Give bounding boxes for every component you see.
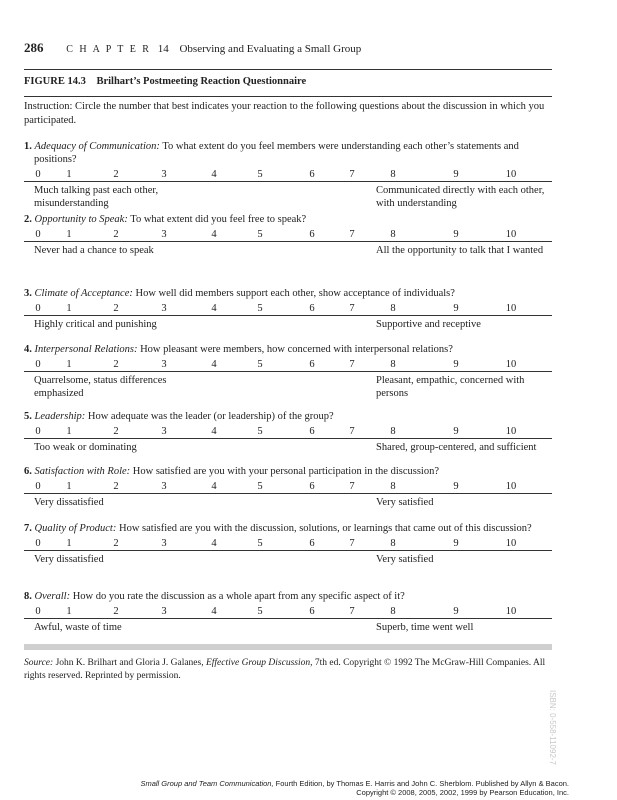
isbn-watermark: ISBN: 0-558-11092-7 xyxy=(548,690,557,766)
high-anchor-label: Communicated directly with each other, with understanding xyxy=(376,185,545,209)
question-text xyxy=(24,410,552,423)
question-number: 3. xyxy=(24,288,32,299)
low-anchor-label: Highly critical and punishing xyxy=(34,319,157,330)
scale-value[interactable]: 10 xyxy=(505,359,517,370)
question-title: Climate of Acceptance: xyxy=(34,288,133,299)
figure-caption xyxy=(24,76,306,87)
high-anchor-label: Pleasant, empathic, concerned with persons xyxy=(376,375,525,399)
question-prompt: How pleasant were members, how concerned with interpersonal relations? xyxy=(140,344,453,355)
scale-value[interactable]: 5 xyxy=(257,606,263,617)
scale-value[interactable]: 1 xyxy=(66,481,72,492)
question-item xyxy=(24,590,552,651)
question-item xyxy=(24,522,552,583)
question-number: 5. xyxy=(24,411,32,422)
scale-value[interactable]: 0 xyxy=(35,359,41,370)
scale-value[interactable]: 7 xyxy=(349,303,355,314)
scale-value[interactable]: 5 xyxy=(257,538,263,549)
scale-value[interactable]: 4 xyxy=(211,426,217,437)
scale-anchors xyxy=(24,184,552,214)
source-authors: John K. Brilhart and Gloria J. Galanes, xyxy=(55,658,204,668)
scale-value[interactable]: 10 xyxy=(505,538,517,549)
question-prompt: How well did members support each other, show acceptance of individuals? xyxy=(135,288,455,299)
scale-value[interactable]: 10 xyxy=(505,481,517,492)
scale-value[interactable]: 0 xyxy=(35,169,41,180)
scale-value[interactable]: 9 xyxy=(453,359,459,370)
scale-value[interactable]: 8 xyxy=(390,481,396,492)
scale-value[interactable]: 4 xyxy=(211,481,217,492)
scale-value[interactable]: 10 xyxy=(505,169,517,180)
question-title: Overall: xyxy=(34,591,71,602)
scale-value[interactable]: 6 xyxy=(309,481,315,492)
scale-value[interactable]: 8 xyxy=(390,538,396,549)
source-note xyxy=(24,657,552,683)
scale-value[interactable]: 1 xyxy=(66,606,72,617)
question-number: 1. xyxy=(24,141,32,152)
high-anchor-label: Supportive and receptive xyxy=(376,319,481,330)
high-anchor-label: Very satisfied xyxy=(376,497,434,508)
rating-scale xyxy=(24,228,552,242)
scale-value[interactable]: 2 xyxy=(113,169,119,180)
question-number: 2. xyxy=(24,214,32,225)
low-anchor-label: Very dissatisfied xyxy=(34,497,104,508)
source-label: Source: xyxy=(24,658,54,668)
scale-value[interactable]: 6 xyxy=(309,538,315,549)
scale-value[interactable]: 0 xyxy=(35,538,41,549)
rating-scale xyxy=(24,168,552,182)
scale-value[interactable]: 4 xyxy=(211,606,217,617)
rating-scale xyxy=(24,358,552,372)
question-text xyxy=(24,343,552,356)
scale-value[interactable]: 9 xyxy=(453,169,459,180)
scale-value[interactable]: 6 xyxy=(309,359,315,370)
high-anchor-label: Superb, time went well xyxy=(376,622,474,633)
scale-value[interactable]: 2 xyxy=(113,606,119,617)
question-number: 7. xyxy=(24,523,32,534)
scale-value[interactable]: 5 xyxy=(257,426,263,437)
question-title: Leadership: xyxy=(34,411,86,422)
scale-value[interactable]: 5 xyxy=(257,359,263,370)
rating-scale xyxy=(24,605,552,619)
scale-value[interactable]: 3 xyxy=(161,606,167,617)
figure-rule xyxy=(24,96,552,97)
scale-value[interactable]: 3 xyxy=(161,303,167,314)
scale-value[interactable]: 7 xyxy=(349,426,355,437)
source-book-title: Effective Group Discussion, xyxy=(205,658,313,668)
scale-value[interactable]: 1 xyxy=(66,426,72,437)
scale-value[interactable]: 6 xyxy=(309,169,315,180)
scale-value[interactable]: 2 xyxy=(113,538,119,549)
question-title: Interpersonal Relations: xyxy=(34,344,138,355)
scale-value[interactable]: 1 xyxy=(66,359,72,370)
scale-value[interactable]: 6 xyxy=(309,303,315,314)
low-anchor-label: Awful, waste of time xyxy=(34,622,122,633)
scale-value[interactable]: 4 xyxy=(211,169,217,180)
running-header xyxy=(24,40,361,56)
scale-value[interactable]: 3 xyxy=(161,538,167,549)
scale-value[interactable]: 3 xyxy=(161,169,167,180)
question-text xyxy=(24,590,552,603)
scale-value[interactable]: 9 xyxy=(453,426,459,437)
question-text xyxy=(24,213,552,226)
scale-value[interactable]: 5 xyxy=(257,481,263,492)
scale-value[interactable]: 2 xyxy=(113,359,119,370)
low-anchor-label: Quarrelsome, status differences emphasized xyxy=(34,375,167,399)
scale-value[interactable]: 10 xyxy=(505,229,517,240)
scale-value[interactable]: 4 xyxy=(211,303,217,314)
question-prompt: To what extent do you feel members were understanding each other’s statements and positions? xyxy=(34,141,519,165)
scale-value[interactable]: 4 xyxy=(211,229,217,240)
figure-bottom-band xyxy=(24,644,552,650)
scale-value[interactable]: 4 xyxy=(211,359,217,370)
scale-value[interactable]: 2 xyxy=(113,426,119,437)
footer-publisher: Fourth Edition, by Thomas E. Harris and John C. Sherblom. Published by Allyn & Bacon. xyxy=(275,779,569,788)
scale-value[interactable]: 5 xyxy=(257,229,263,240)
footer-copyright: Copyright © 2008, 2005, 2002, 1999 by Pearson Education, Inc. xyxy=(356,788,569,797)
scale-value[interactable]: 1 xyxy=(66,229,72,240)
low-anchor-label: Never had a chance to speak xyxy=(34,245,154,256)
scale-value[interactable]: 10 xyxy=(505,606,517,617)
question-prompt: How satisfied are you with the discussion, solutions, or learnings that came out of this discussion? xyxy=(118,523,532,534)
question-item xyxy=(24,465,552,526)
scale-value[interactable]: 0 xyxy=(35,426,41,437)
high-anchor-label: Very satisfied xyxy=(376,554,434,565)
question-prompt: To what extent did you feel free to speak? xyxy=(130,214,307,225)
question-text xyxy=(24,465,552,478)
low-anchor-label: Much talking past each other, misunderstanding xyxy=(34,185,159,209)
figure-title: Brilhart’s Postmeeting Reaction Questionnaire xyxy=(96,76,307,87)
question-item xyxy=(24,287,552,348)
instruction-text: Instruction: Circle the number that best indicates your reaction to the following questions about the discussion in which you participated. xyxy=(24,101,545,126)
scale-value[interactable]: 3 xyxy=(161,229,167,240)
source-copyright: 7th ed. Copyright © 1992 The McGraw-Hill Companies. All rights reserved. Reprinted by permission. xyxy=(24,658,546,681)
low-anchor-label: Too weak or dominating xyxy=(34,442,137,453)
question-title: Quality of Product: xyxy=(34,523,117,534)
high-anchor-label: All the opportunity to talk that I wanted xyxy=(376,245,544,256)
scale-value[interactable]: 7 xyxy=(349,538,355,549)
scale-value[interactable]: 8 xyxy=(390,359,396,370)
rating-scale xyxy=(24,425,552,439)
chapter-label: C H A P T E R xyxy=(66,44,151,55)
scale-value[interactable]: 0 xyxy=(35,481,41,492)
scale-anchors xyxy=(24,374,552,404)
footer-line-1 xyxy=(140,779,569,788)
high-anchor-label: Shared, group-centered, and sufficient xyxy=(376,442,537,453)
scale-value[interactable]: 7 xyxy=(349,606,355,617)
scale-value[interactable]: 3 xyxy=(161,481,167,492)
question-text xyxy=(24,522,552,535)
scale-value[interactable]: 7 xyxy=(349,359,355,370)
question-text xyxy=(24,140,552,166)
scale-value[interactable]: 3 xyxy=(161,426,167,437)
chapter-title: Observing and Evaluating a Small Group xyxy=(179,43,362,55)
scale-value[interactable]: 5 xyxy=(257,169,263,180)
scale-value[interactable]: 2 xyxy=(113,481,119,492)
scale-anchors xyxy=(24,553,552,583)
question-prompt: How adequate was the leader (or leadership) of the group? xyxy=(87,411,334,422)
scale-value[interactable]: 6 xyxy=(309,426,315,437)
question-title: Adequacy of Communication: xyxy=(34,141,160,152)
chapter-number: 14 xyxy=(157,43,169,55)
rating-scale xyxy=(24,537,552,551)
footer-book-title: Small Group and Team Communication, xyxy=(140,779,274,788)
scale-value[interactable]: 5 xyxy=(257,303,263,314)
scale-value[interactable]: 9 xyxy=(453,229,459,240)
page-number: 286 xyxy=(24,40,44,55)
scale-value[interactable]: 9 xyxy=(453,303,459,314)
scale-value[interactable]: 4 xyxy=(211,538,217,549)
scale-value[interactable]: 2 xyxy=(113,303,119,314)
scale-value[interactable]: 0 xyxy=(35,229,41,240)
scale-value[interactable]: 7 xyxy=(349,169,355,180)
question-number: 4. xyxy=(24,344,32,355)
scale-value[interactable]: 9 xyxy=(453,606,459,617)
scale-value[interactable]: 10 xyxy=(505,426,517,437)
low-anchor-label: Very dissatisfied xyxy=(34,554,104,565)
scale-value[interactable]: 8 xyxy=(390,426,396,437)
scale-value[interactable]: 8 xyxy=(390,229,396,240)
question-text xyxy=(24,287,552,300)
scale-anchors xyxy=(24,244,552,274)
scale-value[interactable]: 9 xyxy=(453,481,459,492)
figure-label: FIGURE 14.3 xyxy=(24,76,86,87)
scale-value[interactable]: 1 xyxy=(66,169,72,180)
rating-scale xyxy=(24,302,552,316)
question-prompt: How do you rate the discussion as a whole apart from any specific aspect of it? xyxy=(72,591,405,602)
scale-value[interactable]: 6 xyxy=(309,229,315,240)
scale-value[interactable]: 8 xyxy=(390,303,396,314)
question-number: 6. xyxy=(24,466,32,477)
question-item xyxy=(24,343,552,404)
scale-value[interactable]: 8 xyxy=(390,606,396,617)
scale-value[interactable]: 1 xyxy=(66,303,72,314)
scale-value[interactable]: 8 xyxy=(390,169,396,180)
scale-value[interactable]: 3 xyxy=(161,359,167,370)
scale-value[interactable]: 6 xyxy=(309,606,315,617)
question-item xyxy=(24,410,552,471)
header-rule xyxy=(24,69,552,70)
scale-value[interactable]: 0 xyxy=(35,606,41,617)
question-prompt: How satisfied are you with your personal participation in the discussion? xyxy=(132,466,439,477)
scale-value[interactable]: 9 xyxy=(453,538,459,549)
scale-value[interactable]: 10 xyxy=(505,303,517,314)
scale-value[interactable]: 0 xyxy=(35,303,41,314)
scale-value[interactable]: 2 xyxy=(113,229,119,240)
question-number: 8. xyxy=(24,591,32,602)
scale-value[interactable]: 1 xyxy=(66,538,72,549)
question-title: Opportunity to Speak: xyxy=(34,214,128,225)
question-item xyxy=(24,213,552,274)
scale-value[interactable]: 7 xyxy=(349,229,355,240)
scale-value[interactable]: 7 xyxy=(349,481,355,492)
page-footer xyxy=(140,779,569,797)
question-title: Satisfaction with Role: xyxy=(34,466,131,477)
rating-scale xyxy=(24,480,552,494)
question-item xyxy=(24,140,552,214)
